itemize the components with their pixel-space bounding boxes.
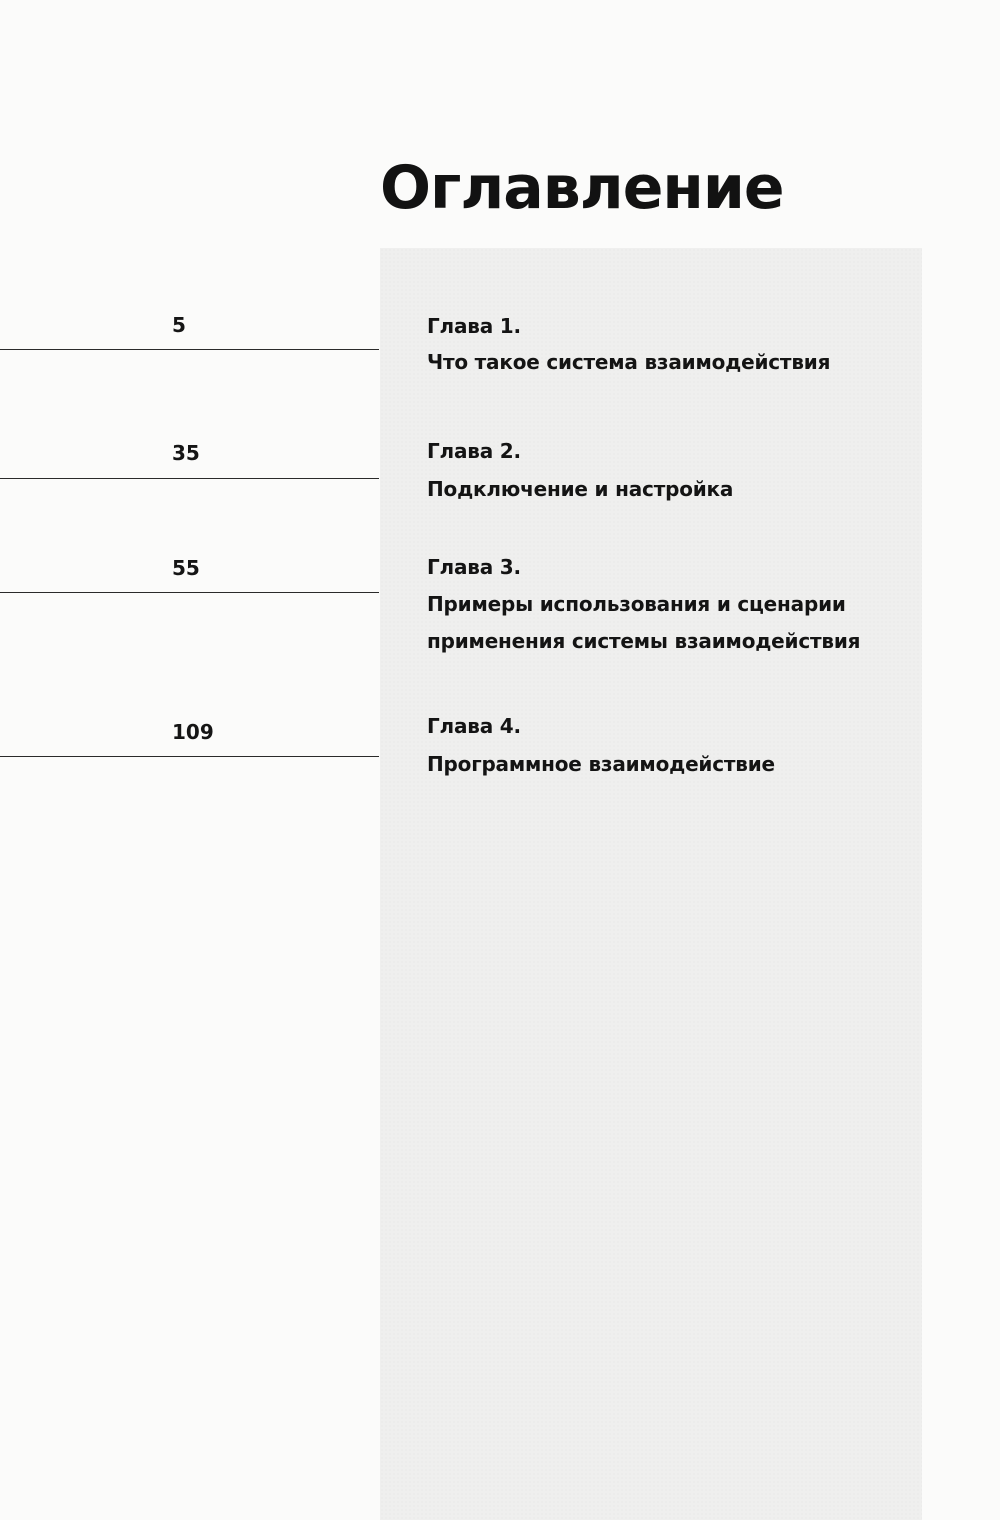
- page-number: 35: [172, 441, 200, 465]
- divider-line: [0, 756, 379, 757]
- chapter-label: Глава 4.: [427, 714, 521, 738]
- chapter-label: Глава 2.: [427, 439, 521, 463]
- chapter-title: Примеры использования и сценарии применения системы взаимодействия: [427, 592, 861, 653]
- chapter-label: Глава 1.: [427, 314, 521, 338]
- page-number: 55: [172, 556, 200, 580]
- chapter-title: Что такое система взаимодействия: [427, 350, 831, 374]
- divider-line: [0, 478, 379, 479]
- divider-line: [0, 592, 379, 593]
- chapter-label: Глава 3.: [427, 555, 521, 579]
- chapter-title: Подключение и настройка: [427, 477, 734, 501]
- page-number: 109: [172, 720, 214, 744]
- chapter-title: Программное взаимодействие: [427, 752, 775, 776]
- page-number: 5: [172, 313, 186, 337]
- page-title: Оглавление: [380, 153, 784, 223]
- divider-line: [0, 349, 379, 350]
